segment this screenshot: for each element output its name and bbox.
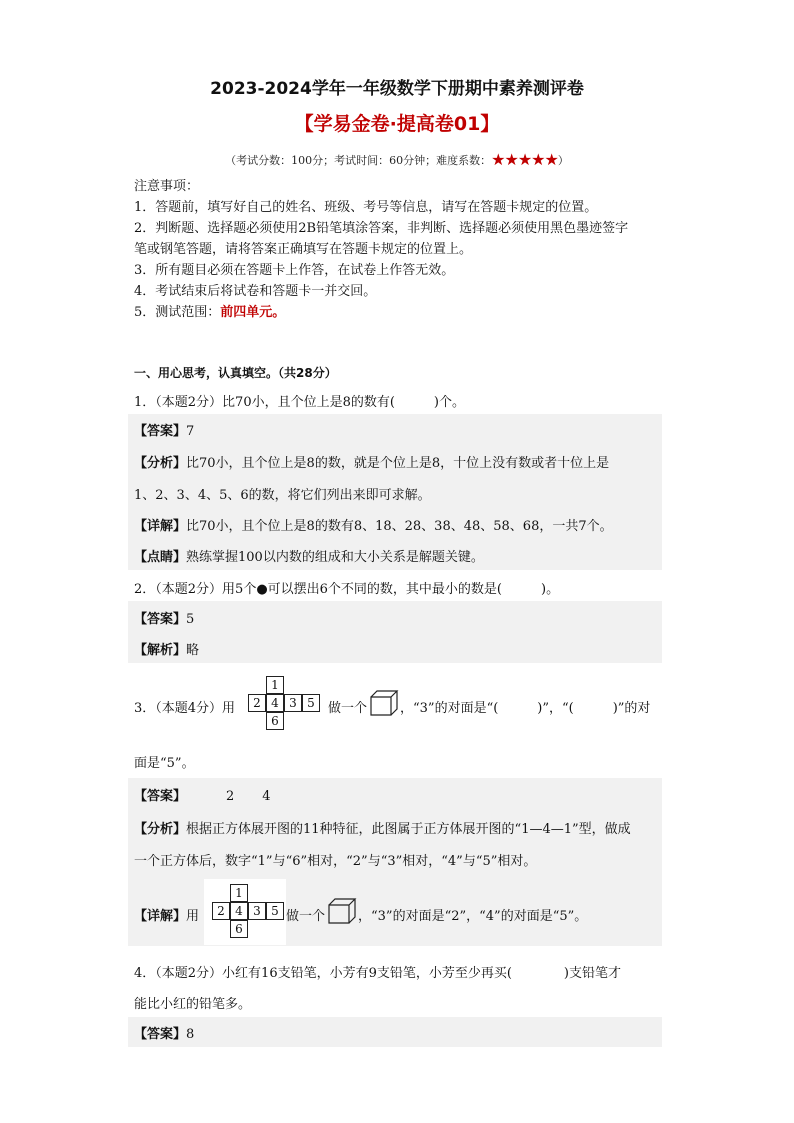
answer-line [134,608,194,627]
question-4-stem-2: 能比小红的铅笔多。 [134,997,252,1012]
question-3-stem-2: 面是“5”。 [134,756,195,771]
net-cell: 5 [302,694,320,712]
meta-suffix: ） [557,154,569,167]
net-cell: 6 [266,712,284,730]
cube-icon [369,689,399,717]
scope-label: 5．测试范围： [134,305,221,320]
notes-item: 笔或钢笔答题，请将答案正确填写在答题卡规定的位置上。 [134,242,473,257]
exam-meta [0,150,794,169]
answer-value: 7 [186,424,195,439]
question-1-stem: 1．（本题2分）比70小，且个位上是8的数有( )个。 [134,395,465,410]
analysis-tag: 【解析】 [134,643,187,658]
analysis-tag: 【分析】 [134,456,187,471]
net-cell: 2 [248,694,266,712]
difficulty-stars-icon: ★★★★★ [491,150,558,169]
analysis-line [134,639,199,658]
detail-tag: 【详解】 [134,909,187,924]
notes-item: 3．所有题目必须在答题卡上作答，在试卷上作答无效。 [134,263,455,278]
question-3-stem-mid: 做一个 [328,701,368,716]
notes [134,176,674,323]
question-2-solution [128,601,662,663]
question-2-stem: 2．（本题2分）用5个●可以摆出6个不同的数，其中最小的数是( )。 [134,582,560,597]
net-cell: 1 [230,884,248,902]
cube-icon [327,897,357,925]
analysis-line [134,452,609,471]
net-cell: 2 [212,902,230,920]
scope-value: 前四单元。 [220,305,286,320]
analysis-text: 比70小，且个位上是8的数，就是个位上是8，十位上没有数或者十位上是 [186,456,610,471]
answer-line [134,1023,194,1042]
point-text: 熟练掌握100以内数的组成和大小关系是解题关键。 [186,550,484,565]
notes-item: 4．考试结束后将试卷和答题卡一并交回。 [134,284,377,299]
answer-tag: 【答案】 [134,612,187,627]
question-3-solution [128,778,662,946]
notes-item: 2．判断题、选择题必须使用2B铅笔填涂答案，非判断、选择题必须使用黑色墨迹签字 [134,221,629,236]
net-cell: 1 [266,676,284,694]
notes-item: 1．答题前，填写好自己的姓名、班级、考号等信息，请写在答题卡规定的位置。 [134,200,598,215]
point-line [134,546,484,565]
answer-value: 8 [186,1027,195,1042]
analysis-line [134,818,631,837]
net-cell: 4 [266,694,284,712]
detail-mid: 做一个 [286,909,326,924]
answer-tag: 【答案】 [134,789,187,804]
page-subtitle: 【学易金卷·提高卷01】 [294,113,500,135]
answer-line [134,785,271,804]
notes-heading: 注意事项： [134,179,200,194]
page-title: 2023-2024学年一年级数学下册期中素养测评卷 [210,79,584,99]
net-cell: 5 [266,902,284,920]
answer-value: 4 [262,789,271,804]
analysis-line-2: 1、2、3、4、5、6的数，将它们列出来即可求解。 [134,488,431,503]
detail-text: 比70小，且个位上是8的数有8、18、28、38、48、58、68，一共7个。 [186,519,613,534]
detail-line [134,905,199,924]
net-cell: 4 [230,902,248,920]
notes-scope [134,302,674,323]
answer-line [134,420,194,439]
detail-suffix: ，“3”的对面是“2”，“4”的对面是“5”。 [358,909,588,924]
analysis-line-2: 一个正方体后，数字“1”与“6”相对，“2”与“3”相对，“4”与“5”相对。 [134,854,537,869]
question-1-solution [128,414,662,570]
question-3-stem-prefix: 3．（本题4分）用 [134,701,236,716]
detail-prefix: 用 [186,909,200,924]
net-cell: 3 [284,694,302,712]
answer-value: 2 [226,789,235,804]
meta-prefix: （考试分数：100分；考试时间：60分钟；难度系数： [225,154,492,167]
question-4-stem: 4．（本题2分）小红有16支铅笔，小芳有9支铅笔，小芳至少再买( )支铅笔才 [134,966,621,981]
analysis-tag: 【分析】 [134,822,187,837]
answer-tag: 【答案】 [134,424,187,439]
section-heading: 一、用心思考，认真填空。（共28分） [134,366,337,380]
point-tag: 【点睛】 [134,550,187,565]
analysis-text: 根据正方体展开图的11种特征，此图属于正方体展开图的“1—4—1”型，做成 [186,822,631,837]
detail-line [134,515,613,534]
answer-value: 5 [186,612,195,627]
analysis-text: 略 [186,643,200,658]
net-cell: 6 [230,920,248,938]
question-3-stem-suffix: ，“3”的对面是“( )”，“( )”的对 [400,701,651,716]
detail-tag: 【详解】 [134,519,187,534]
net-cell: 3 [248,902,266,920]
answer-tag: 【答案】 [134,1027,187,1042]
question-4-solution [128,1017,662,1047]
